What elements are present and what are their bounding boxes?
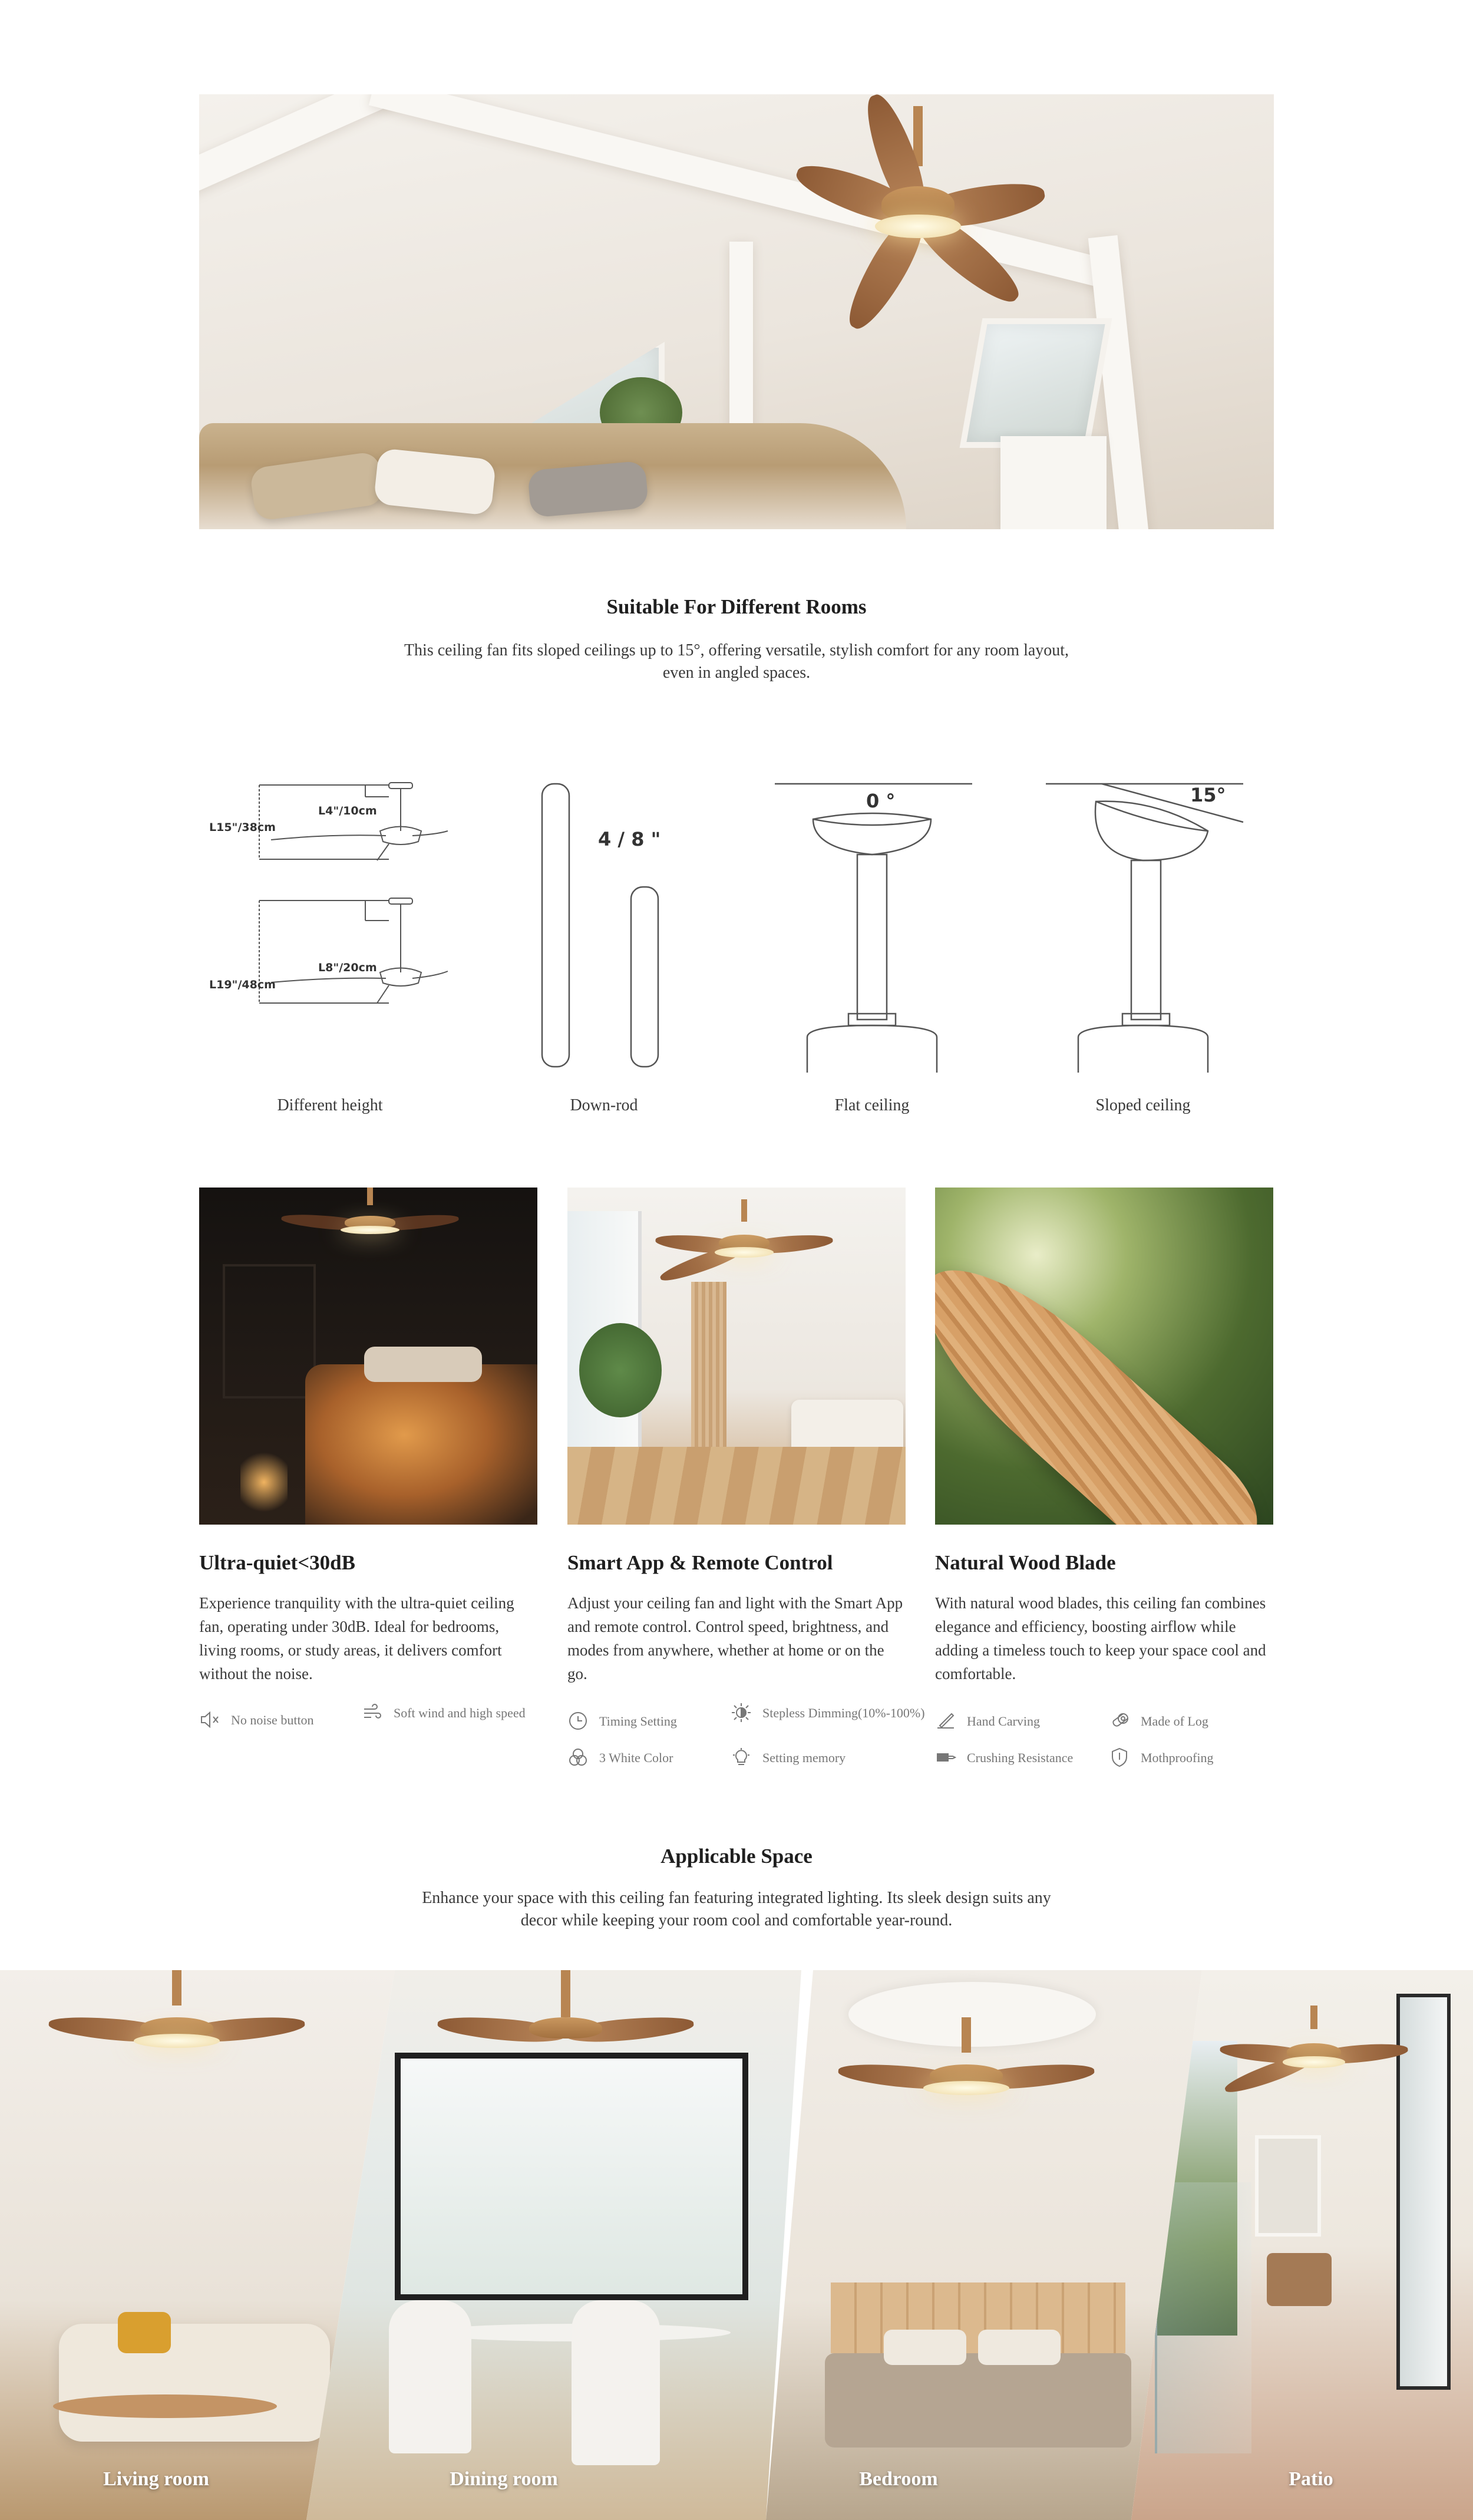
timer-icon (567, 1710, 589, 1731)
carving-icon (935, 1710, 956, 1731)
diagram-label-sloped: Sloped ceiling (1095, 1096, 1191, 1114)
color-icon (567, 1747, 589, 1768)
feature-item-label: Hand Carving (967, 1713, 1041, 1729)
feature-item-label: Made of Log (1141, 1713, 1208, 1729)
feature-item-label: Timing Setting (599, 1713, 677, 1729)
feature-item (1109, 1710, 1274, 1731)
diagram-downrod (474, 766, 734, 1073)
feature-item-label: Setting memory (762, 1750, 846, 1765)
rooms-panorama (0, 1970, 1473, 2520)
diagram-label-height: Different height (277, 1096, 383, 1114)
feature-item-label: Mothproofing (1141, 1750, 1214, 1765)
diagram-label-downrod: Down-rod (570, 1096, 638, 1114)
feature-title-wood: Natural Wood Blade (935, 1551, 1116, 1574)
height-top-short: L4"/10cm (318, 804, 377, 817)
feature-title-quiet: Ultra-quiet<30dB (199, 1551, 355, 1574)
section-title-space: Applicable Space (660, 1845, 813, 1868)
wind-icon (362, 1702, 383, 1723)
diagram-sloped-ceiling (1013, 766, 1273, 1073)
feature-item-label: No noise button (231, 1712, 314, 1727)
feature-item (567, 1747, 721, 1768)
height-bottom-short: L8"/20cm (318, 961, 377, 974)
feature-body-smart: Adjust your ceiling fan and light with the Smart App and remote control. Control speed, brightness, and modes from anywhere, whether at home or on the go. (567, 1594, 903, 1683)
feature-item-label: 3 White Color (599, 1750, 673, 1765)
log-icon (1109, 1710, 1130, 1731)
diagram-label-flat: Flat ceiling (834, 1096, 910, 1114)
feature-item (362, 1702, 527, 1723)
room-label-bedroom: Bedroom (859, 2468, 938, 2490)
feature-image-smart (567, 1188, 906, 1525)
room-image-dining (306, 1970, 813, 2520)
feature-item (935, 1710, 1100, 1731)
section-text-line: This ceiling fan fits sloped ceilings up to 15°, offering versatile, stylish comfort for any room layout, (404, 641, 1069, 659)
feature-body-wood: With natural wood blades, this ceiling fan combines elegance and efficiency, boosting airflow while adding a timeless touch to keep your space cool and comfortable. (935, 1594, 1266, 1683)
room-label-living: Living room (103, 2468, 209, 2490)
dimmer-icon (731, 1702, 752, 1723)
diagram-different-height (200, 766, 460, 1073)
feature-item (731, 1747, 925, 1768)
room-label-patio: Patio (1289, 2468, 1333, 2490)
flat-angle: 0 ° (866, 790, 896, 812)
diagram-flat-ceiling (742, 766, 1002, 1073)
feature-item (567, 1710, 721, 1731)
hero-image (199, 94, 1274, 529)
bulb-icon (731, 1747, 752, 1768)
feature-title-smart: Smart App & Remote Control (567, 1551, 833, 1574)
feature-item-label: Crushing Resistance (967, 1750, 1074, 1765)
feature-image-wood (935, 1188, 1273, 1525)
feature-item-label: Soft wind and high speed (394, 1705, 526, 1720)
section-text-space (354, 1887, 1119, 1932)
mute-icon (199, 1709, 220, 1730)
section-text-line: Enhance your space with this ceiling fan featuring integrated lighting. Its sleek design suits any (422, 1889, 1051, 1907)
feature-item (1109, 1747, 1274, 1768)
height-top-total: L15"/38cm (209, 821, 276, 834)
feature-body-quiet: Experience tranquility with the ultra-quiet ceiling fan, operating under 30dB. Ideal for bedrooms, living rooms, or study areas, it delivers comfort without the noise. (199, 1594, 514, 1683)
section-text-line: even in angled spaces. (662, 664, 811, 682)
room-label-dining: Dining room (450, 2468, 558, 2490)
feature-item-label: Stepless Dimming(10%-100%) (762, 1705, 925, 1720)
feature-item (199, 1709, 352, 1730)
section-text-rooms (354, 639, 1119, 684)
feature-item (935, 1747, 1112, 1768)
sloped-angle: 15° (1190, 784, 1226, 806)
section-title-rooms: Suitable For Different Rooms (606, 595, 867, 618)
hammer-icon (935, 1747, 956, 1768)
shield-icon (1109, 1747, 1130, 1768)
height-bottom-total: L19"/48cm (209, 978, 276, 991)
feature-image-quiet (199, 1188, 537, 1525)
feature-item (731, 1702, 925, 1723)
section-text-line: decor while keeping your room cool and comfortable year-round. (520, 1911, 953, 1929)
ceiling-fan-illustration (765, 106, 1071, 306)
downrod-sizes: 4 / 8 " (598, 828, 661, 850)
